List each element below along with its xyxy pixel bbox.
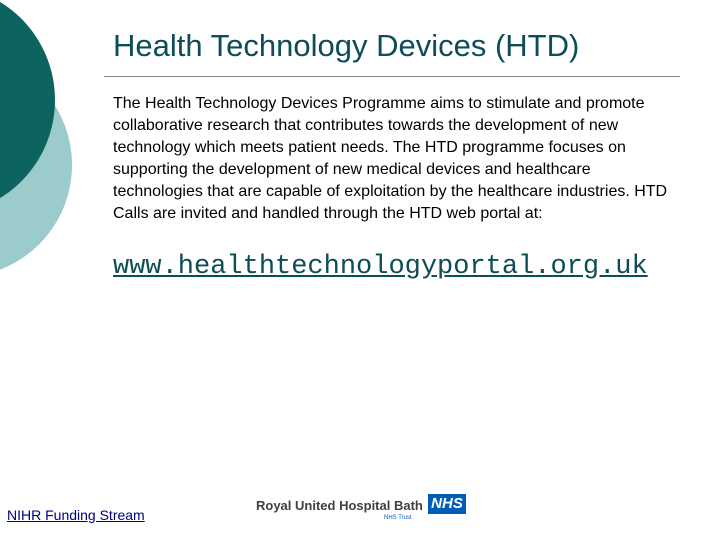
logo-hospital-name: Royal United Hospital Bath — [256, 498, 423, 513]
decorative-circles — [0, 0, 90, 300]
slide-title: Health Technology Devices (HTD) — [113, 28, 580, 63]
nihr-funding-stream-link[interactable]: NIHR Funding Stream — [7, 507, 145, 523]
title-divider — [104, 76, 680, 77]
nhs-badge: NHS — [428, 494, 466, 514]
portal-link[interactable]: www.healthtechnologyportal.org.uk — [113, 252, 648, 282]
hospital-logo — [256, 494, 471, 526]
logo-subtext: NHS Trust — [384, 515, 412, 521]
slide-body-text: The Health Technology Devices Programme aims to stimulate and promote collaborative research that contributes towards the development of new technology which meets patient needs. The HTD programme focuses on supporting the development of new medical devices and healthcare technologies that are capable of exploitation by the healthcare industries. HTD Calls are invited and handled through the HTD web portal at: — [113, 95, 668, 222]
